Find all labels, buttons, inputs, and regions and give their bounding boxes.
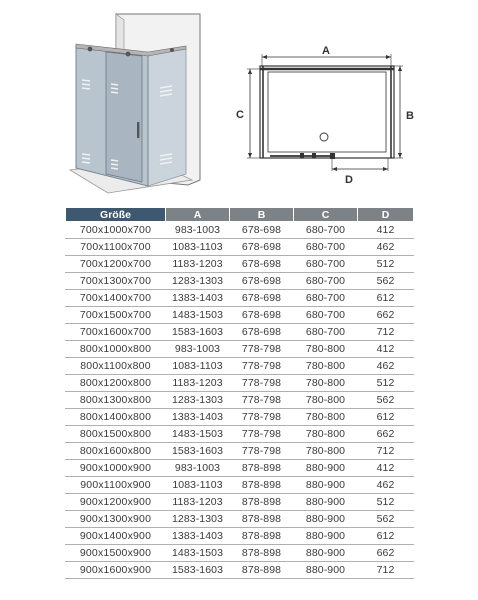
cell-b: 778-798 bbox=[230, 375, 294, 392]
cell-a: 1283-1303 bbox=[166, 511, 230, 528]
cell-b: 678-698 bbox=[230, 307, 294, 324]
dimension-diagram bbox=[228, 38, 418, 188]
cell-size: 900x1300x900 bbox=[66, 511, 166, 528]
cell-c: 780-800 bbox=[294, 375, 358, 392]
table-row bbox=[66, 511, 414, 528]
table-row bbox=[66, 409, 414, 426]
table-row bbox=[66, 562, 414, 579]
cell-b: 878-898 bbox=[230, 460, 294, 477]
cell-b: 678-698 bbox=[230, 290, 294, 307]
cell-a: 983-1003 bbox=[166, 460, 230, 477]
cell-c: 680-700 bbox=[294, 324, 358, 341]
cell-d: 512 bbox=[358, 494, 414, 511]
table-row bbox=[66, 528, 414, 545]
cell-c: 680-700 bbox=[294, 256, 358, 273]
cell-b: 878-898 bbox=[230, 477, 294, 494]
cell-a: 1283-1303 bbox=[166, 392, 230, 409]
table-row bbox=[66, 324, 414, 341]
cell-d: 712 bbox=[358, 443, 414, 460]
cell-a: 1283-1303 bbox=[166, 273, 230, 290]
cell-d: 512 bbox=[358, 256, 414, 273]
table-row bbox=[66, 222, 414, 239]
cell-a: 1583-1603 bbox=[166, 562, 230, 579]
cell-d: 612 bbox=[358, 409, 414, 426]
cell-b: 878-898 bbox=[230, 545, 294, 562]
cell-d: 662 bbox=[358, 307, 414, 324]
cell-size: 700x1200x700 bbox=[66, 256, 166, 273]
cell-d: 612 bbox=[358, 290, 414, 307]
cell-d: 662 bbox=[358, 545, 414, 562]
cell-size: 800x1500x800 bbox=[66, 426, 166, 443]
table-row bbox=[66, 273, 414, 290]
cell-c: 780-800 bbox=[294, 392, 358, 409]
cell-c: 680-700 bbox=[294, 290, 358, 307]
cell-a: 1183-1203 bbox=[166, 375, 230, 392]
cell-c: 880-900 bbox=[294, 494, 358, 511]
header-a: A bbox=[166, 208, 230, 222]
cell-a: 1083-1103 bbox=[166, 358, 230, 375]
cell-c: 880-900 bbox=[294, 562, 358, 579]
dimension-label-a: A bbox=[322, 45, 330, 57]
cell-d: 412 bbox=[358, 341, 414, 358]
cell-a: 1083-1103 bbox=[166, 239, 230, 256]
table-row bbox=[66, 477, 414, 494]
cell-a: 983-1003 bbox=[166, 341, 230, 358]
cell-c: 880-900 bbox=[294, 528, 358, 545]
cell-size: 900x1600x900 bbox=[66, 562, 166, 579]
cell-b: 878-898 bbox=[230, 562, 294, 579]
cell-c: 680-700 bbox=[294, 307, 358, 324]
header-row bbox=[66, 208, 414, 222]
table-row bbox=[66, 307, 414, 324]
cell-d: 562 bbox=[358, 273, 414, 290]
cell-d: 662 bbox=[358, 426, 414, 443]
table-row bbox=[66, 341, 414, 358]
cell-c: 680-700 bbox=[294, 273, 358, 290]
cell-c: 680-700 bbox=[294, 222, 358, 239]
cell-a: 1583-1603 bbox=[166, 443, 230, 460]
header-size: Größe bbox=[66, 208, 166, 222]
dimension-label-c: C bbox=[236, 109, 244, 121]
cell-d: 712 bbox=[358, 324, 414, 341]
cell-size: 800x1400x800 bbox=[66, 409, 166, 426]
cell-size: 700x1300x700 bbox=[66, 273, 166, 290]
cell-a: 1583-1603 bbox=[166, 324, 230, 341]
table-row bbox=[66, 358, 414, 375]
cell-b: 778-798 bbox=[230, 426, 294, 443]
cell-b: 878-898 bbox=[230, 494, 294, 511]
table-header bbox=[66, 208, 414, 222]
cell-size: 900x1500x900 bbox=[66, 545, 166, 562]
table-row bbox=[66, 545, 414, 562]
cell-d: 412 bbox=[358, 460, 414, 477]
size-dimension-table bbox=[65, 207, 414, 579]
cell-size: 900x1000x900 bbox=[66, 460, 166, 477]
table-row bbox=[66, 494, 414, 511]
cell-a: 1483-1503 bbox=[166, 426, 230, 443]
cell-a: 1083-1103 bbox=[166, 477, 230, 494]
cell-size: 800x1100x800 bbox=[66, 358, 166, 375]
cell-b: 678-698 bbox=[230, 222, 294, 239]
cell-size: 700x1000x700 bbox=[66, 222, 166, 239]
cell-b: 678-698 bbox=[230, 256, 294, 273]
cell-b: 778-798 bbox=[230, 358, 294, 375]
dimension-label-d: D bbox=[345, 174, 353, 186]
cell-a: 983-1003 bbox=[166, 222, 230, 239]
cell-size: 800x1200x800 bbox=[66, 375, 166, 392]
cell-d: 462 bbox=[358, 239, 414, 256]
cell-b: 878-898 bbox=[230, 511, 294, 528]
cell-d: 562 bbox=[358, 511, 414, 528]
cell-size: 700x1600x700 bbox=[66, 324, 166, 341]
cell-b: 778-798 bbox=[230, 409, 294, 426]
cell-size: 900x1400x900 bbox=[66, 528, 166, 545]
cell-c: 780-800 bbox=[294, 341, 358, 358]
table-row bbox=[66, 426, 414, 443]
table-row bbox=[66, 392, 414, 409]
cell-a: 1483-1503 bbox=[166, 307, 230, 324]
cell-a: 1183-1203 bbox=[166, 494, 230, 511]
dimension-label-b: B bbox=[406, 110, 414, 122]
cell-d: 462 bbox=[358, 477, 414, 494]
cell-b: 678-698 bbox=[230, 239, 294, 256]
cell-a: 1183-1203 bbox=[166, 256, 230, 273]
cell-size: 900x1200x900 bbox=[66, 494, 166, 511]
cell-b: 678-698 bbox=[230, 273, 294, 290]
cell-d: 462 bbox=[358, 358, 414, 375]
table-row bbox=[66, 443, 414, 460]
cell-c: 680-700 bbox=[294, 239, 358, 256]
cell-size: 800x1300x800 bbox=[66, 392, 166, 409]
cell-c: 880-900 bbox=[294, 477, 358, 494]
cell-b: 778-798 bbox=[230, 443, 294, 460]
table-row bbox=[66, 460, 414, 477]
header-b: B bbox=[230, 208, 294, 222]
cell-c: 780-800 bbox=[294, 409, 358, 426]
cell-b: 878-898 bbox=[230, 528, 294, 545]
cell-d: 562 bbox=[358, 392, 414, 409]
cell-size: 800x1000x800 bbox=[66, 341, 166, 358]
cell-c: 880-900 bbox=[294, 460, 358, 477]
shower-enclosure-illustration bbox=[60, 10, 210, 195]
header-c: C bbox=[294, 208, 358, 222]
cell-b: 778-798 bbox=[230, 341, 294, 358]
table-row bbox=[66, 290, 414, 307]
cell-c: 780-800 bbox=[294, 443, 358, 460]
cell-size: 700x1400x700 bbox=[66, 290, 166, 307]
cell-d: 512 bbox=[358, 375, 414, 392]
cell-d: 412 bbox=[358, 222, 414, 239]
cell-size: 700x1500x700 bbox=[66, 307, 166, 324]
cell-b: 778-798 bbox=[230, 392, 294, 409]
cell-a: 1383-1403 bbox=[166, 290, 230, 307]
cell-c: 880-900 bbox=[294, 545, 358, 562]
cell-size: 900x1100x900 bbox=[66, 477, 166, 494]
cell-size: 800x1600x800 bbox=[66, 443, 166, 460]
cell-d: 612 bbox=[358, 528, 414, 545]
cell-size: 700x1100x700 bbox=[66, 239, 166, 256]
cell-d: 712 bbox=[358, 562, 414, 579]
table-body bbox=[66, 222, 414, 579]
cell-a: 1383-1403 bbox=[166, 528, 230, 545]
cell-a: 1483-1503 bbox=[166, 545, 230, 562]
table-row bbox=[66, 239, 414, 256]
table-row bbox=[66, 375, 414, 392]
cell-c: 780-800 bbox=[294, 426, 358, 443]
cell-c: 780-800 bbox=[294, 358, 358, 375]
cell-c: 880-900 bbox=[294, 511, 358, 528]
table-row bbox=[66, 256, 414, 273]
cell-a: 1383-1403 bbox=[166, 409, 230, 426]
cell-b: 678-698 bbox=[230, 324, 294, 341]
header-d: D bbox=[358, 208, 414, 222]
